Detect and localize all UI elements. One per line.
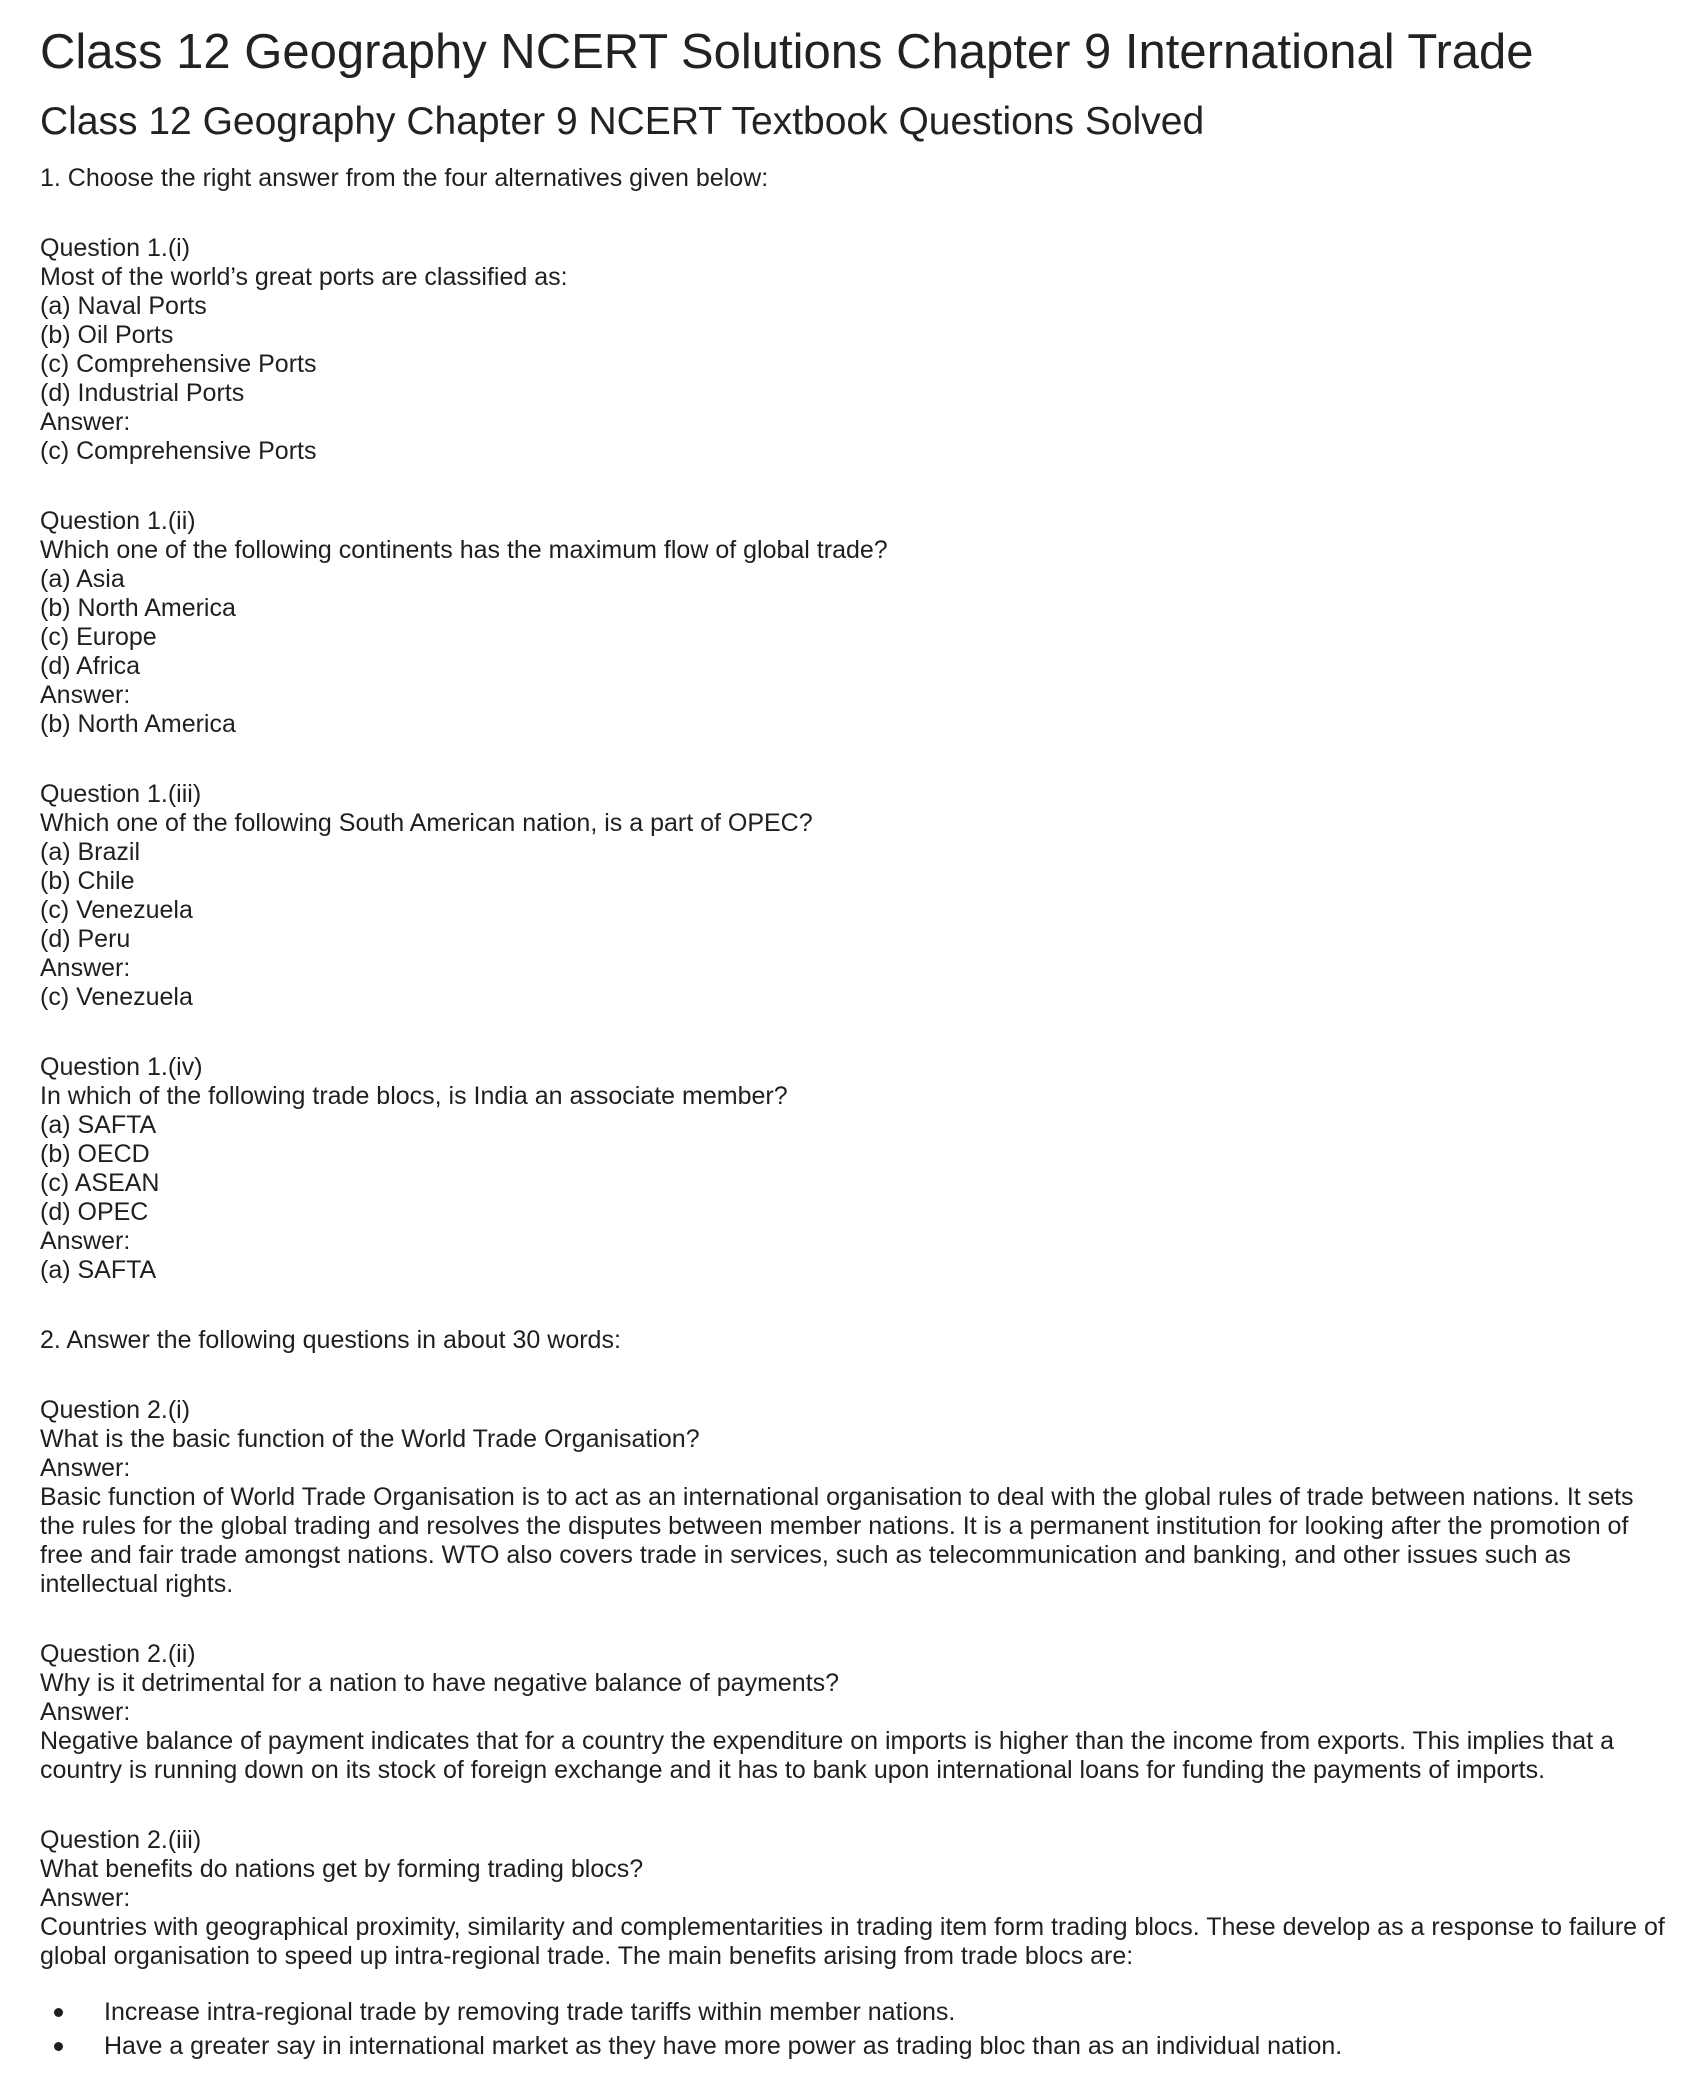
answer-paragraph: Basic function of World Trade Organisation is to act as an international organisation to deal with the global rules of trade between nations. It sets the rules for the global trading and resolves the disputes between member nations. It is a permanent institution for looking after the promotion of free and fair trade amongst nations. WTO also covers trade in services, such as telecommunication and banking, and other issues such as intellectual rights. [40, 1483, 1634, 1598]
answer-text: (c) Comprehensive Ports [40, 437, 317, 465]
option-c: (c) Comprehensive Ports [40, 350, 317, 378]
question-label: Question 2.(ii) [40, 1640, 196, 1668]
question-text: Why is it detrimental for a nation to have negative balance of payments? [40, 1669, 840, 1697]
answer-label: Answer: [40, 1227, 131, 1255]
answer-label: Answer: [40, 954, 131, 982]
option-d: (d) Peru [40, 925, 131, 953]
list-item-text: Increase intra-regional trade by removing trade tariffs within member nations. [104, 1998, 956, 2026]
question-text: Which one of the following South American nation, is a part of OPEC? [40, 809, 813, 837]
option-c: (c) ASEAN [40, 1169, 160, 1197]
option-a: (a) SAFTA [40, 1111, 157, 1139]
page-title: Class 12 Geography NCERT Solutions Chapter 9 International Trade [40, 25, 1534, 79]
question-2-i [40, 1396, 1660, 1599]
question-label: Question 2.(iii) [40, 1826, 202, 1854]
question-1-iii [40, 780, 1660, 1012]
option-b: (b) OECD [40, 1140, 150, 1168]
option-b: (b) North America [40, 594, 236, 622]
option-b: (b) Chile [40, 867, 135, 895]
section-1-intro: 1. Choose the right answer from the four alternatives given below: [40, 164, 769, 192]
answer-text: (b) North America [40, 710, 236, 738]
option-d: (d) OPEC [40, 1198, 149, 1226]
question-label: Question 1.(iii) [40, 780, 202, 808]
question-text: What is the basic function of the World Trade Organisation? [40, 1425, 700, 1453]
question-label: Question 1.(iv) [40, 1053, 203, 1081]
list-item [40, 1995, 1660, 2029]
question-1-ii [40, 507, 1660, 739]
question-text: In which of the following trade blocs, is India an associate member? [40, 1082, 788, 1110]
section-2-intro: 2. Answer the following questions in about 30 words: [40, 1326, 621, 1354]
option-a: (a) Brazil [40, 838, 141, 866]
benefits-list [40, 1995, 1660, 2063]
option-a: (a) Asia [40, 565, 125, 593]
answer-label: Answer: [40, 1698, 131, 1726]
answer-label: Answer: [40, 408, 131, 436]
option-c: (c) Europe [40, 623, 157, 651]
question-2-iii [40, 1826, 1665, 2063]
answer-text: (a) SAFTA [40, 1256, 157, 1284]
answer-label: Answer: [40, 1884, 131, 1912]
question-2-ii [40, 1640, 1660, 1785]
option-d: (d) Industrial Ports [40, 379, 245, 407]
option-b: (b) Oil Ports [40, 321, 174, 349]
option-a: (a) Naval Ports [40, 292, 207, 320]
bullet-icon [54, 2042, 63, 2051]
question-1-iv [40, 1053, 1660, 1285]
question-label: Question 2.(i) [40, 1396, 191, 1424]
question-label: Question 1.(i) [40, 234, 191, 262]
answer-label: Answer: [40, 1454, 131, 1482]
question-text: Most of the world’s great ports are classified as: [40, 263, 568, 291]
answer-paragraph: Negative balance of payment indicates that for a country the expenditure on imports is higher than the income from exports. This implies that a country is running down on its stock of foreign exchange and it has to bank upon international loans for funding the payments of imports. [40, 1727, 1614, 1784]
option-d: (d) Africa [40, 652, 141, 680]
question-label: Question 1.(ii) [40, 507, 196, 535]
answer-text: (c) Venezuela [40, 983, 193, 1011]
question-1-i [40, 234, 1660, 466]
question-text: What benefits do nations get by forming trading blocs? [40, 1855, 644, 1883]
list-item-text: Have a greater say in international market as they have more power as trading bloc than as an individual nation. [104, 2032, 1343, 2060]
question-text: Which one of the following continents has the maximum flow of global trade? [40, 536, 888, 564]
bullet-icon [54, 2008, 63, 2017]
list-item [40, 2029, 1660, 2063]
option-c: (c) Venezuela [40, 896, 193, 924]
answer-paragraph: Countries with geographical proximity, similarity and complementarities in trading item form trading blocs. These develop as a response to failure of global organisation to speed up intra-regional trade. The main benefits arising from trade blocs are: [40, 1913, 1665, 1970]
answer-label: Answer: [40, 681, 131, 709]
page-subtitle: Class 12 Geography Chapter 9 NCERT Textbook Questions Solved [40, 100, 1205, 143]
